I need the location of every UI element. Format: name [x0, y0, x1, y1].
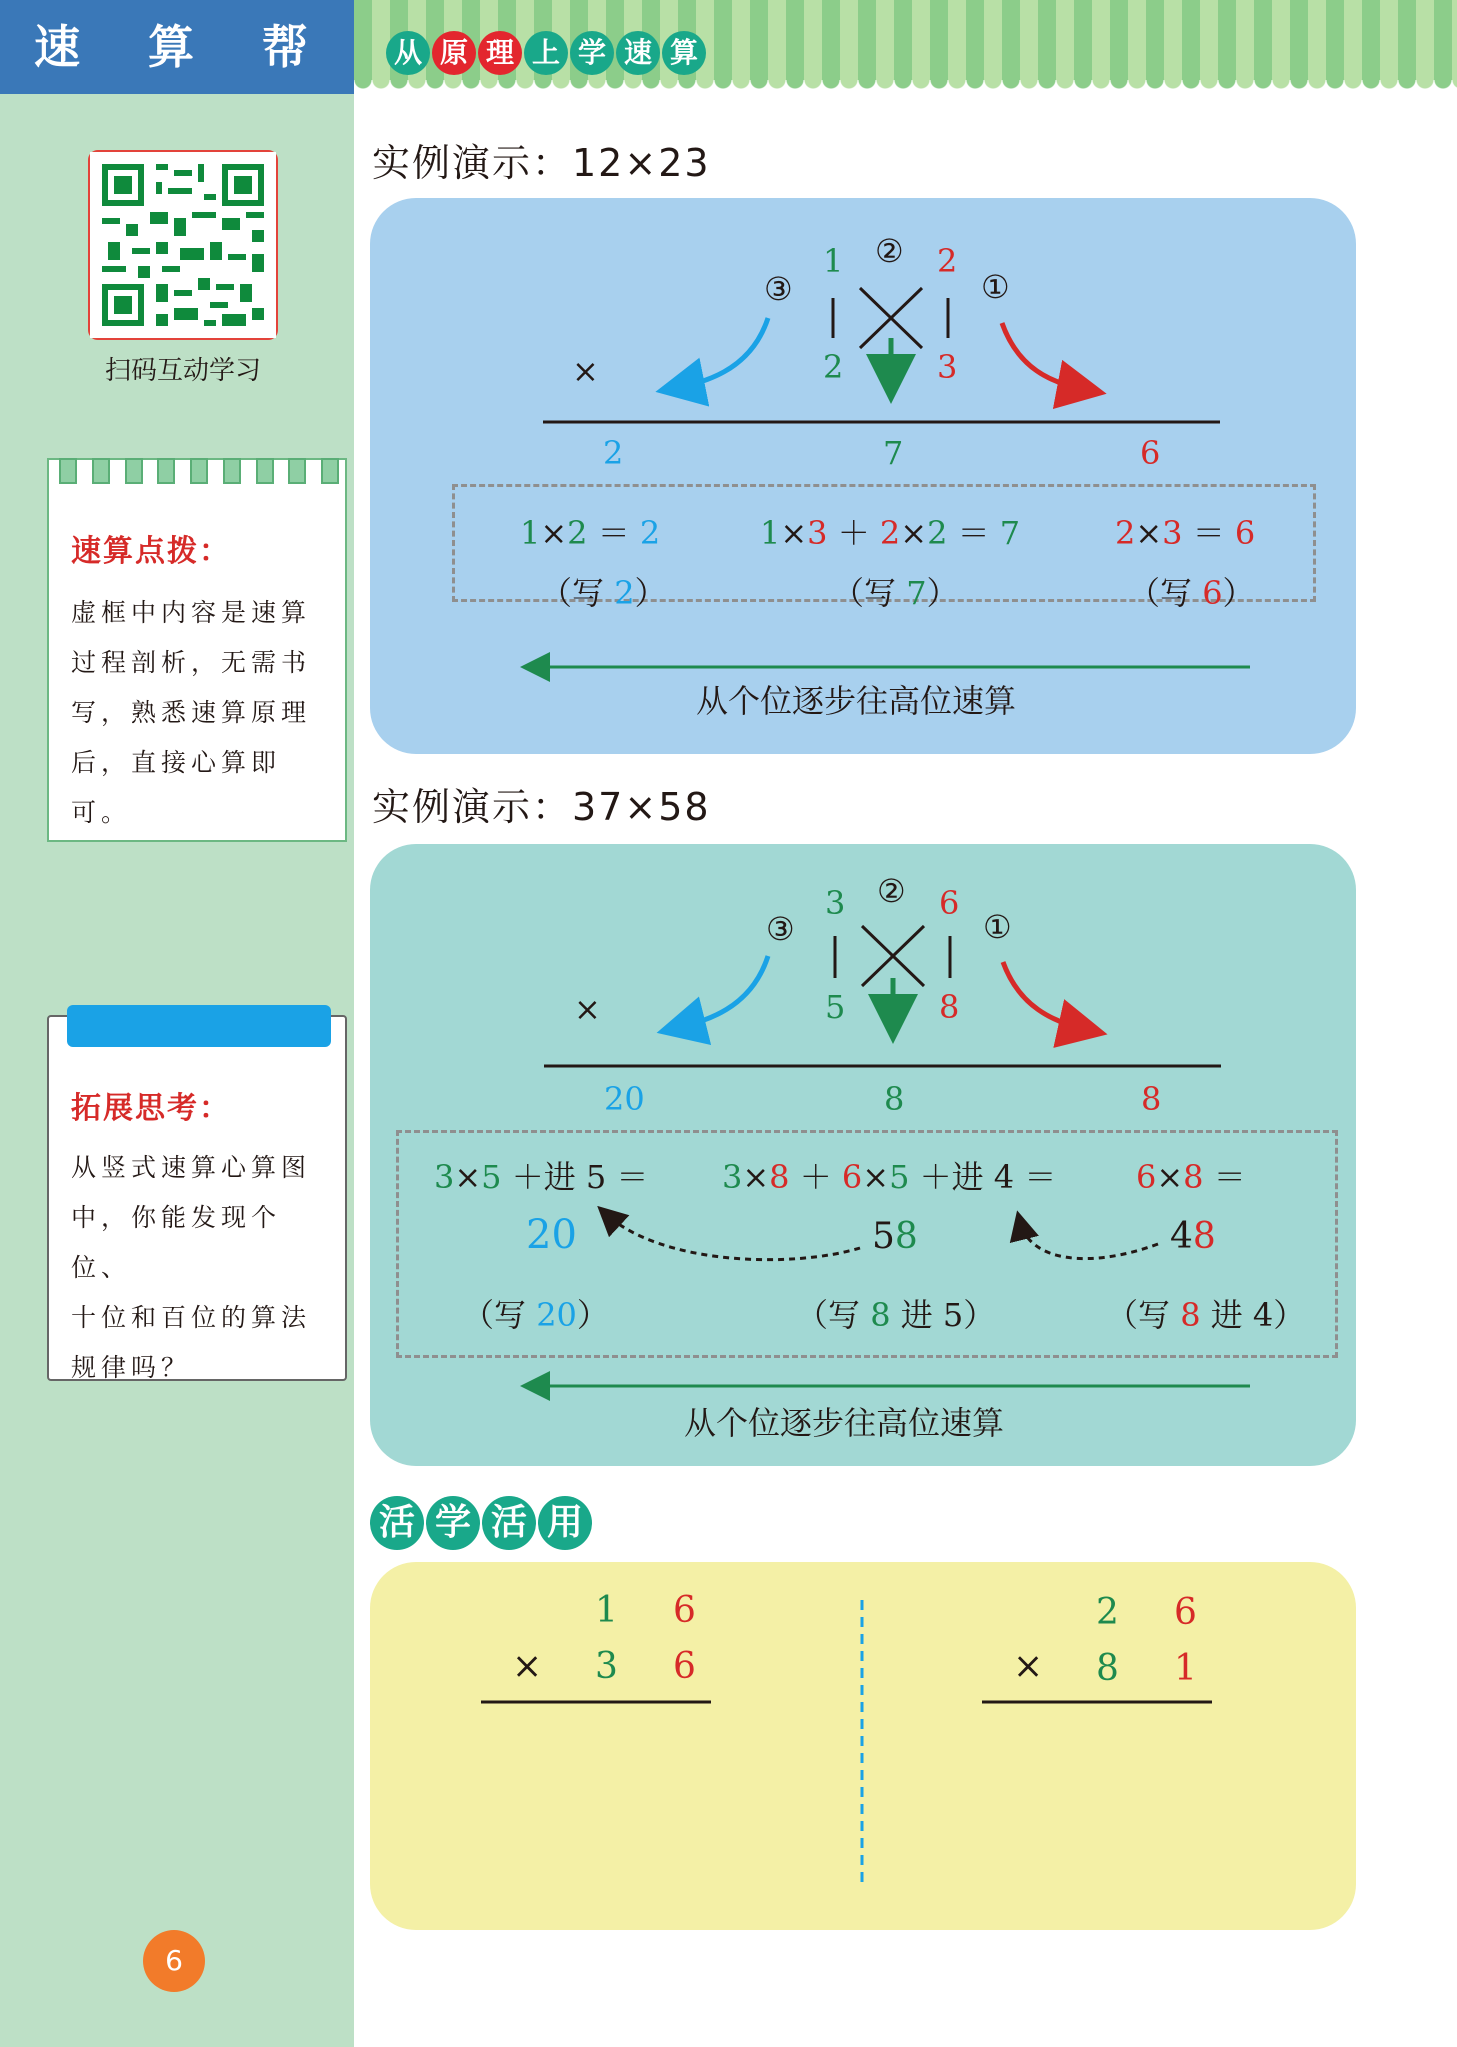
write-note-hundreds: （写 2） — [540, 574, 667, 612]
result-tens: 8 — [884, 1080, 905, 1118]
extension-note — [47, 1015, 347, 1381]
problem1-top-tens: 1 — [595, 1590, 618, 1631]
extension-title: 拓展思考： — [71, 1091, 231, 1126]
heading-chip: 从 — [386, 31, 430, 75]
direction-text: 从个位逐步往高位速算 — [696, 682, 1017, 720]
write-note-tens: （写 8 进 5） — [796, 1296, 996, 1334]
calc-tens: 3×8 ＋ 6×5 ＋进 4 ＝ — [722, 1158, 1057, 1196]
result-value-hundreds: 20 — [526, 1212, 577, 1258]
extension-body: 从竖式速算心算图 中，你能发现个位、 十位和百位的算法 规律吗？ — [71, 1153, 312, 1382]
result-hundreds: 2 — [603, 434, 624, 472]
problem2-times: × — [1013, 1646, 1044, 1687]
top-ones-digit: 2 — [937, 242, 958, 280]
step3-label: ③ — [764, 270, 793, 308]
write-note-tens: （写 7） — [832, 574, 959, 612]
calc-ones: 6×8 ＝ — [1136, 1158, 1246, 1196]
practice-heading — [370, 1496, 592, 1550]
tip-title: 速算点拨： — [71, 534, 231, 569]
practice-chip: 活 — [370, 1496, 424, 1550]
tip-body: 虚框中内容是速算 过程剖析，无需书 写，熟悉速算原理 后，直接心算即可。 — [71, 598, 312, 827]
times-sign: × — [574, 990, 601, 1028]
problem1-bottom-tens: 3 — [595, 1646, 618, 1687]
heading-chip: 算 — [662, 31, 706, 75]
write-note-hundreds: （写 20） — [462, 1296, 609, 1334]
result-value-ones: 48 — [1170, 1216, 1216, 1257]
practice-chip: 用 — [538, 1496, 592, 1550]
page-number: 6 — [143, 1930, 205, 1992]
calc-hundreds: 1×2 ＝ 2 — [520, 514, 661, 552]
heading-chip: 速 — [616, 31, 660, 75]
problem2-top-ones: 6 — [1174, 1592, 1197, 1633]
practice-panel — [370, 1562, 1356, 1930]
write-note-ones: （写 8 进 4） — [1106, 1296, 1306, 1334]
practice-chip: 活 — [482, 1496, 536, 1550]
write-note-ones: （写 6） — [1128, 574, 1255, 612]
problem1-answer-area[interactable] — [481, 1710, 711, 1890]
example1-panel — [370, 198, 1356, 754]
calc-hundreds: 3×5 ＋进 5 ＝ — [434, 1158, 649, 1196]
result-hundreds: 20 — [604, 1080, 645, 1118]
times-sign: × — [572, 352, 599, 390]
problem1-top-ones: 6 — [673, 1590, 696, 1631]
calc-ones: 2×3 ＝ 6 — [1115, 514, 1256, 552]
step3-arrow — [676, 956, 768, 1028]
problem2-top-tens: 2 — [1096, 1592, 1119, 1633]
heading-chip: 理 — [478, 31, 522, 75]
bottom-tens-digit: 5 — [825, 988, 846, 1026]
problem2-bottom-ones: 1 — [1174, 1648, 1197, 1689]
note-header-bar — [67, 1005, 331, 1047]
bottom-ones-digit: 3 — [937, 348, 958, 386]
practice-chip: 学 — [426, 1496, 480, 1550]
top-tens-digit: 3 — [825, 884, 846, 922]
step1-arrow — [1003, 962, 1088, 1030]
result-tens: 7 — [883, 434, 904, 472]
bottom-ones-digit: 8 — [939, 988, 960, 1026]
top-ones-digit: 6 — [939, 884, 960, 922]
problem2-answer-area[interactable] — [982, 1710, 1212, 1890]
brand-title: 速 算 帮 — [0, 0, 354, 94]
problem1-times: × — [512, 1646, 543, 1687]
result-ones: 8 — [1141, 1080, 1162, 1118]
step3-arrow — [675, 318, 768, 388]
qr-caption: 扫码互动学习 — [104, 356, 261, 386]
heading-chip: 原 — [432, 31, 476, 75]
notebook-binding — [59, 458, 339, 486]
bottom-tens-digit: 2 — [823, 348, 844, 386]
direction-text: 从个位逐步往高位速算 — [684, 1404, 1005, 1442]
problem2-bottom-tens: 8 — [1096, 1648, 1119, 1689]
result-ones: 6 — [1140, 434, 1161, 472]
heading-chip: 上 — [524, 31, 568, 75]
qr-code[interactable] — [88, 150, 278, 340]
heading-chip: 学 — [570, 31, 614, 75]
step1-label: ① — [981, 268, 1010, 306]
calc-tens: 1×3 ＋ 2×2 ＝ 7 — [760, 514, 1021, 552]
example2-title: 实例演示：37×58 — [372, 785, 711, 829]
section-heading — [386, 31, 706, 75]
example2-panel — [370, 844, 1356, 1466]
problem1-bottom-ones: 6 — [673, 1646, 696, 1687]
step2-label: ② — [875, 232, 904, 270]
step1-arrow — [1002, 323, 1087, 390]
result-value-tens: 58 — [872, 1216, 918, 1257]
step1-label: ① — [983, 908, 1012, 946]
step3-label: ③ — [766, 910, 795, 948]
tip-note — [47, 458, 347, 842]
example1-title: 实例演示：12×23 — [372, 141, 711, 185]
step2-label: ② — [877, 872, 906, 910]
top-tens-digit: 1 — [823, 242, 844, 280]
header-scallop-edge — [354, 80, 1457, 100]
example1-arrows — [370, 198, 1356, 754]
